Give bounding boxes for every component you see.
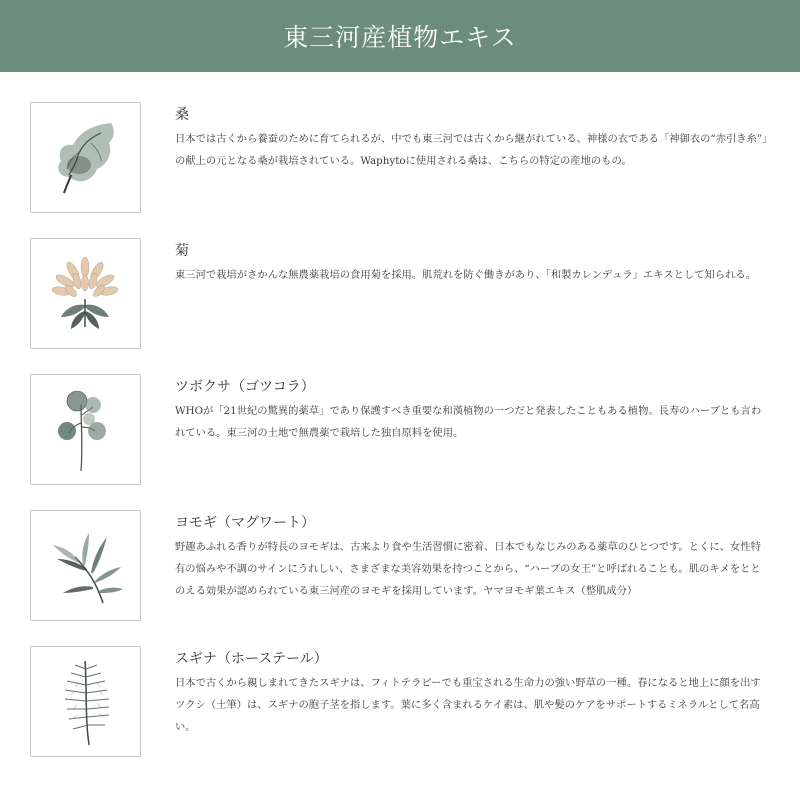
plant-description: 野趣あふれる香りが特長のヨモギは、古来より食や生活習慣に密着、日本でもなじみのある薬草のひとつです。とくに、女性特有の悩みや不調のサインにうれしい、さまざまな美容効果を持つことから、“ハーブの女王”と呼ばれることも。肌のキメをととのえる効果が認められている東三河産のヨモギを採用しています。ヤマヨモギ葉エキス（整肌成分）	[175, 541, 761, 597]
chrysanthemum-icon	[31, 239, 140, 348]
plant-name: ツボクサ（ゴツコラ）	[175, 379, 315, 395]
gotu-kola-icon	[31, 375, 140, 484]
plant-name: 桑	[175, 107, 189, 123]
list-item	[0, 646, 800, 758]
plant-description: 東三河で栽培がさかんな無農薬栽培の食用菊を採用。肌荒れを防ぐ働きがあり、「和製カレンデュラ」エキスとして知られる。	[175, 269, 756, 281]
plant-image-frame	[30, 646, 141, 757]
mugwort-icon	[31, 511, 140, 620]
plant-description: 日本で古くから親しまれてきたスギナは、フィトテラピーでも重宝される生命力の強い野草の一種。春になると地上に顔を出すツクシ（土筆）は、スギナの胞子茎を指します。葉に多く含まれるケイ素は、肌や髪のケアをサポートするミネラルとして名高い。	[175, 677, 761, 733]
plant-name: スギナ（ホーステール）	[175, 651, 328, 667]
list-item	[0, 374, 800, 486]
plant-name: 菊	[175, 243, 189, 259]
plant-image-frame	[30, 374, 141, 485]
list-item	[0, 238, 800, 350]
horsetail-icon	[31, 647, 140, 756]
plant-description: WHOが「21世紀の驚異的薬草」であり保護すべき重要な和漢植物の一つだと発表したこともある植物。長寿のハーブとも言われている。東三河の土地で無農薬で栽培した独自原料を使用。	[175, 405, 762, 439]
plant-image-frame	[30, 510, 141, 621]
list-item	[0, 102, 800, 214]
plant-image-frame	[30, 238, 141, 349]
plant-description: 日本では古くから養蚕のために育てられるが、中でも東三河では古くから継がれている、神様の衣である「神御衣の“赤引き糸”」の献上の元となる桑が栽培されている。Waphytoに使用される桑は、こちらの特定の産地のもの。	[175, 133, 768, 167]
page-header	[0, 0, 800, 72]
mulberry-leaf-icon	[31, 103, 140, 212]
list-item	[0, 510, 800, 622]
plant-image-frame	[30, 102, 141, 213]
plant-name: ヨモギ（マグワート）	[175, 515, 315, 531]
page-title: 東三河産植物エキス	[283, 23, 517, 52]
